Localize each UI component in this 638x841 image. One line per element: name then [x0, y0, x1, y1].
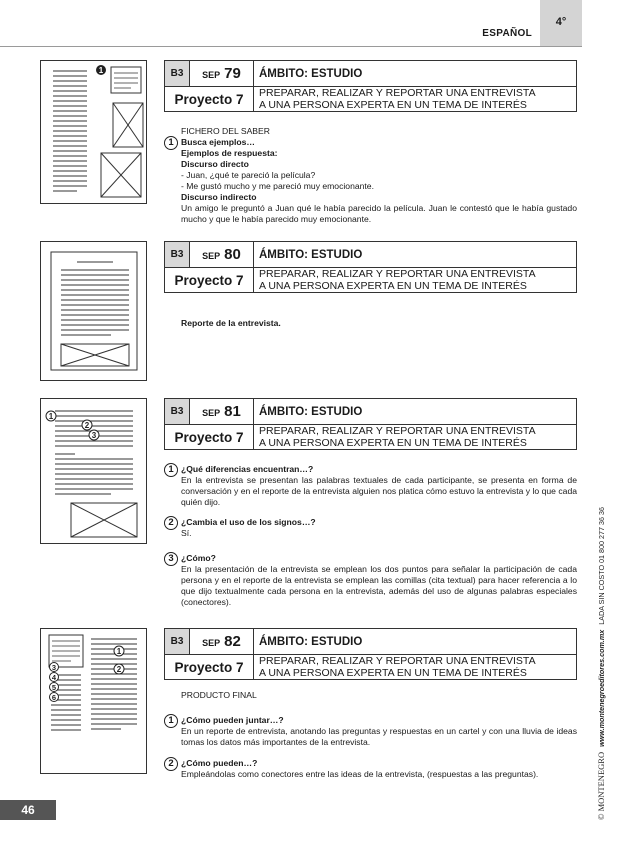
thumbnail-drawing — [41, 242, 146, 380]
publisher-brand: © MONTENEGRO — [596, 751, 606, 820]
ambito-label: ÁMBITO: ESTUDIO — [254, 61, 576, 87]
section-intro: PRODUCTO FINAL — [181, 690, 257, 700]
project-label: Proyecto 7 — [165, 268, 254, 293]
block-label: B3 — [165, 61, 190, 87]
sep-label: SEP — [202, 638, 221, 648]
answer-text: En la presentación de la entrevista se emplean los dos puntos para señalar la participación de cada persona y en el reporte de la entrevista se emplean las comillas (cita textual) para hacer referencia a lo que dijo textualmente cada persona en la entrevista, además del uso de algunas palabras especiales (conectores). — [181, 564, 577, 607]
section-text: Reporte de la entrevista. — [181, 318, 281, 328]
project-label: Proyecto 7 — [165, 87, 254, 112]
question-number: 1 — [164, 136, 178, 150]
thumbnail-marker-1: 1 — [116, 647, 122, 656]
header-rule — [0, 46, 582, 47]
thumbnail-drawing — [41, 629, 146, 773]
ambito-label: ÁMBITO: ESTUDIO — [254, 242, 576, 268]
thumbnail-marker-6: 6 — [51, 693, 57, 702]
activity-header — [164, 60, 577, 112]
thumbnail-marker-5: 5 — [51, 683, 57, 692]
thumbnail-marker-1: 1 — [98, 66, 104, 75]
sep-page — [190, 242, 254, 268]
project-title-line-1: PREPARAR, REALIZAR Y REPORTAR UNA ENTREVISTA — [259, 87, 536, 99]
direct-speech-line: - Juan, ¿qué te pareció la película? — [181, 170, 316, 180]
question-subtitle: Ejemplos de respuesta: — [181, 148, 278, 158]
publisher-side-text — [596, 480, 606, 820]
block-label: B3 — [165, 629, 190, 655]
sep-page — [190, 399, 254, 425]
sep-label: SEP — [202, 70, 221, 80]
question-1 — [168, 715, 577, 748]
question-title: Busca ejemplos… — [181, 137, 256, 147]
section-content — [168, 126, 577, 225]
project-title-line-1: PREPARAR, REALIZAR Y REPORTAR UNA ENTREVISTA — [259, 268, 536, 280]
section-sep-82 — [40, 628, 577, 803]
section-intro: FICHERO DEL SABER — [181, 126, 270, 136]
sep-page-number: 81 — [224, 403, 241, 420]
project-title-line-1: PREPARAR, REALIZAR Y REPORTAR UNA ENTREVISTA — [259, 655, 536, 667]
section-sep-79 — [40, 60, 577, 235]
project-title — [254, 87, 576, 112]
thumbnail-marker-2: 2 — [116, 665, 122, 674]
question-number: 1 — [164, 714, 178, 728]
indirect-speech-text: Un amigo le preguntó a Juan qué le había parecido la película. Juan le contestó que le había gustado mucho y que le había parecido muy emocionante. — [181, 203, 577, 224]
sep-page-number: 82 — [224, 633, 241, 650]
sep-page-number: 79 — [224, 65, 241, 82]
project-label: Proyecto 7 — [165, 425, 254, 450]
section-content — [168, 690, 577, 780]
question-title: ¿Cómo pueden juntar…? — [181, 715, 284, 725]
activity-header — [164, 398, 577, 450]
section-content — [168, 464, 577, 608]
project-label: Proyecto 7 — [165, 655, 254, 680]
thumbnail-marker-4: 4 — [51, 673, 57, 682]
answer-text: En la entrevista se presentan las palabras textuales de cada participante, se presenta en forma de conversación y en el reporte de la entrevista alguien nos platica cómo estuvo la entrevista y lo que cada quién dijo. — [181, 475, 577, 507]
sep-label: SEP — [202, 251, 221, 261]
thumbnail-marker-2: 2 — [84, 421, 90, 430]
project-title-line-2: A UNA PERSONA EXPERTA EN UN TEMA DE INTERÉS — [259, 666, 527, 679]
answer-text: Empleándolas como conectores entre las ideas de la entrevista, (respuestas a las preguntas). — [181, 769, 539, 779]
project-title — [254, 655, 576, 680]
question-title: ¿Cómo? — [181, 553, 216, 563]
project-title — [254, 425, 576, 450]
page-header — [0, 0, 638, 48]
question-1 — [168, 137, 577, 225]
sep-page — [190, 629, 254, 655]
question-title: ¿Cómo pueden…? — [181, 758, 258, 768]
direct-speech-label: Discurso directo — [181, 159, 249, 169]
thumbnail-marker-3: 3 — [51, 663, 57, 672]
section-content — [181, 318, 577, 329]
indirect-speech-label: Discurso indirecto — [181, 192, 257, 202]
grade-tab: 4° — [540, 0, 582, 46]
question-title: ¿Qué diferencias encuentran…? — [181, 464, 314, 474]
sep-page — [190, 61, 254, 87]
publisher-url: www.montenegroeditores.com.mx — [597, 629, 606, 747]
project-title-line-2: A UNA PERSONA EXPERTA EN UN TEMA DE INTERÉS — [259, 279, 527, 292]
project-title-line-1: PREPARAR, REALIZAR Y REPORTAR UNA ENTREVISTA — [259, 425, 536, 437]
activity-header — [164, 241, 577, 293]
project-title-line-2: A UNA PERSONA EXPERTA EN UN TEMA DE INTERÉS — [259, 436, 527, 449]
section-sep-81 — [40, 398, 577, 623]
thumbnail-marker-3: 3 — [91, 431, 97, 440]
sep-page-number: 80 — [224, 246, 241, 263]
page-thumbnail — [40, 60, 147, 204]
ambito-label: ÁMBITO: ESTUDIO — [254, 629, 576, 655]
thumbnail-drawing — [41, 399, 146, 543]
page-thumbnail — [40, 398, 147, 544]
question-3 — [168, 553, 577, 608]
block-label: B3 — [165, 399, 190, 425]
block-label: B3 — [165, 242, 190, 268]
question-number: 2 — [164, 757, 178, 771]
section-sep-80 — [40, 241, 577, 386]
activity-header — [164, 628, 577, 680]
question-title: ¿Cambia el uso de los signos…? — [181, 517, 316, 527]
question-2 — [168, 517, 577, 539]
page-thumbnail — [40, 628, 147, 774]
publisher-phone: LADA SIN COSTO 01 800 277 36 36 — [597, 507, 606, 625]
thumbnail-marker-1: 1 — [48, 412, 54, 421]
project-title — [254, 268, 576, 293]
question-number: 1 — [164, 463, 178, 477]
question-number: 2 — [164, 516, 178, 530]
question-1 — [168, 464, 577, 508]
answer-text: Sí. — [181, 528, 192, 538]
question-number: 3 — [164, 552, 178, 566]
subject-label: ESPAÑOL — [482, 28, 532, 39]
project-title-line-2: A UNA PERSONA EXPERTA EN UN TEMA DE INTERÉS — [259, 98, 527, 111]
question-2 — [168, 758, 577, 780]
direct-speech-line: - Me gustó mucho y me pareció muy emocionante. — [181, 181, 374, 191]
sep-label: SEP — [202, 408, 221, 418]
ambito-label: ÁMBITO: ESTUDIO — [254, 399, 576, 425]
page-thumbnail — [40, 241, 147, 381]
page-number: 46 — [0, 800, 56, 820]
thumbnail-drawing — [41, 61, 146, 203]
answer-text: En un reporte de entrevista, anotando las preguntas y respuestas en un cartel y con una lluvia de ideas tomas los datos más importantes de la entrevista. — [181, 726, 577, 747]
